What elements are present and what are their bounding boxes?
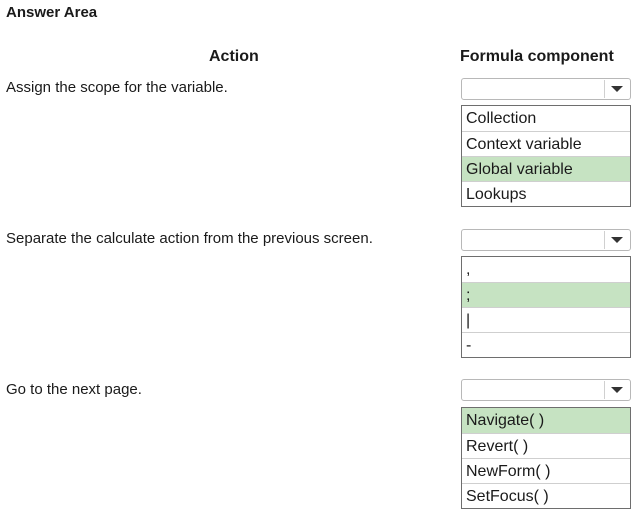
chevron-down-icon[interactable] [604,231,629,249]
prompt-separate: Separate the calculate action from the previous screen. [6,230,373,247]
option-comma[interactable]: , [466,261,471,278]
option-revert[interactable]: Revert( ) [462,433,630,458]
options-list-separate [461,256,631,358]
dropdown-next-page[interactable] [461,379,631,401]
option-lookups[interactable]: Lookups [462,181,630,206]
action-header: Action [209,48,259,65]
prompt-scope: Assign the scope for the variable. [6,79,228,96]
option-pipe[interactable]: | [462,307,630,332]
prompt-next-page: Go to the next page. [6,381,142,398]
formula-component-header: Formula component [460,48,614,65]
option-dash[interactable]: - [462,332,630,357]
chevron-down-icon[interactable] [604,381,629,399]
option-setfocus[interactable]: SetFocus( ) [462,483,630,508]
option-collection[interactable]: Collection [466,110,537,127]
option-semicolon[interactable]: ; [462,282,630,307]
answer-area-title: Answer Area [6,4,98,21]
option-navigate[interactable]: Navigate( ) [462,408,630,433]
chevron-down-icon[interactable] [604,80,629,98]
dropdown-scope[interactable] [461,78,631,100]
options-list-next-page [461,407,631,509]
option-newform[interactable]: NewForm( ) [462,458,630,483]
dropdown-separate[interactable] [461,229,631,251]
option-context-variable[interactable]: Context variable [462,131,630,156]
option-global-variable[interactable]: Global variable [462,156,630,181]
options-list-scope [461,105,631,207]
